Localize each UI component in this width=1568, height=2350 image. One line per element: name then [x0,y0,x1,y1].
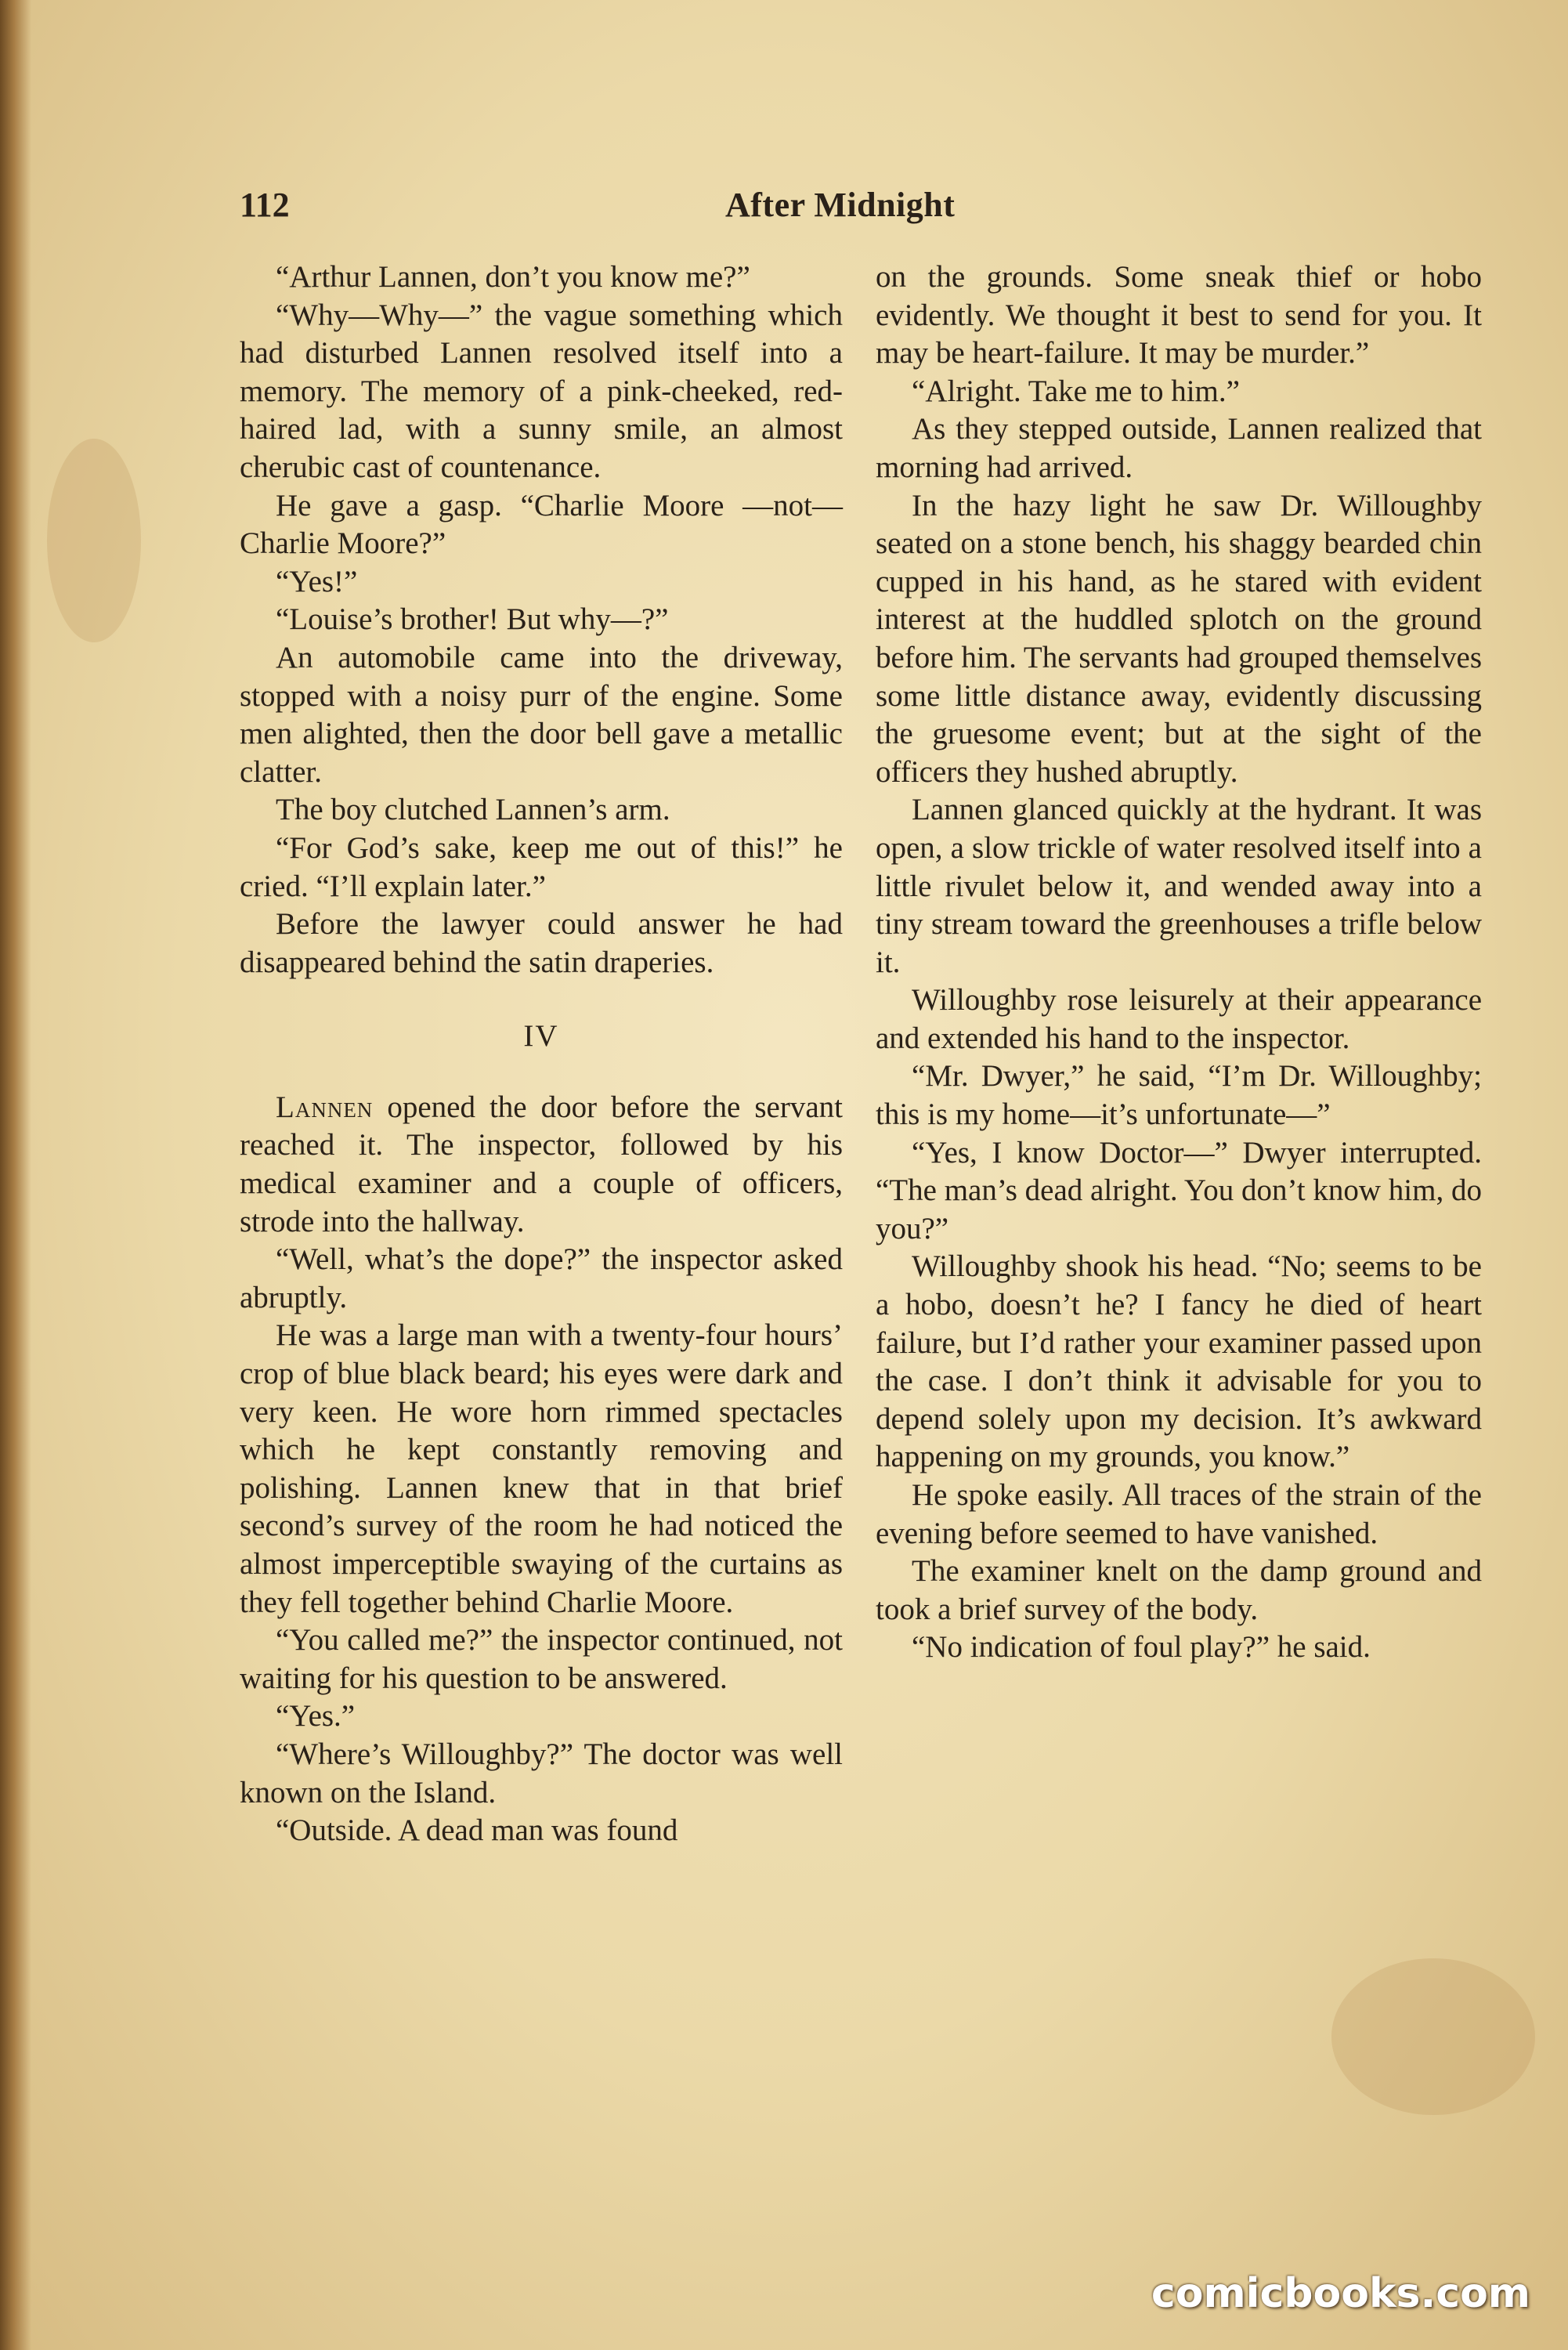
paragraph: Willoughby shook his head. “No; seems to be a hobo, doesn’t he? I fancy he died of heart failure, but I’d rather your examiner passed upon the case. I don’t think it advisable for you to depend solely upon my decision. It’s awkward happening on my grounds, you know.” [876,1249,1482,1474]
paragraph: “For God’s sake, keep me out of this!” he cried. “I’ll explain later.” [240,830,843,903]
paragraph: Lannen glanced quickly at the hydrant. It was open, a slow trickle of water resolved itself into a little rivulet below it, and wended away into a tiny stream toward the greenhouses a trifle below it. [876,793,1482,979]
right-column [876,258,1482,1667]
paragraph: He spoke easily. All traces of the strain of the evening before seemed to have vanished. [876,1478,1482,1550]
paper-stain [47,439,141,642]
paragraph: An automobile came into the driveway, stopped with a noisy purr of the engine. Some men alighted, then the door bell gave a metallic clatter. [240,640,843,789]
paragraph: “Why—Why—” the vague something which had disturbed Lannen resolved itself into a memory. The memory of a pink-cheeked, red-haired lad, with a sunny smile, an almost cherubic cast of countenance. [240,298,843,484]
running-title: After Midnight [725,186,956,224]
section-heading: IV [523,1019,559,1054]
paragraph: He was a large man with a twenty-four hours’ crop of blue black beard; his eyes were dark and very keen. He wore horn rimmed spectacles which he kept constantly removing and polishing. Lannen knew that in that brief second’s survey of the room he had noticed the almost imperceptible swaying of the curtains as they fell together behind Charlie Moore. [240,1318,843,1619]
paragraph: “Yes, I know Doctor—” Dwyer interrupted. “The man’s dead alright. You don’t know him, do you?” [876,1135,1482,1246]
paragraph: Willoughby rose leisurely at their appearance and extended his hand to the inspector. [876,983,1482,1055]
paragraph: “Arthur Lannen, don’t you know me?” [276,260,750,294]
left-column [240,258,843,1850]
paragraph: “Outside. A dead man was found [276,1813,678,1848]
section-first-text: opened the door before the servant reached it. The inspector, followed by his medical examiner and a couple of officers, strode into the hallway. [240,1090,843,1238]
page-edge-shadow [0,0,31,2350]
continued-paragraph: on the grounds. Some sneak thief or hobo evidently. We thought it best to send for you. It may be heart-failure. It may be murder.” [876,260,1482,371]
paragraph: “Alright. Take me to him.” [912,374,1240,408]
paragraph: “Mr. Dwyer,” he said, “I’m Dr. Willoughby; this is my home—it’s unfortunate—” [876,1059,1482,1132]
section-first-word: Lannen [276,1090,374,1124]
paragraph: “No indication of foul play?” he said. [912,1630,1371,1665]
section-opening-paragraph [240,1089,843,1241]
paragraph: “You called me?” the inspector continued, not waiting for his question to be answered. [240,1623,843,1695]
paragraph: “Yes!” [276,564,358,598]
paragraph: “Louise’s brother! But why—?” [276,602,669,637]
page-header [240,185,1493,240]
paragraph: Before the lawyer could answer he had disappeared behind the satin draperies. [240,907,843,979]
paragraph: The boy clutched Lannen’s arm. [276,793,670,827]
paragraph: As they stepped outside, Lannen realized that morning had arrived. [876,412,1482,484]
paragraph: The examiner knelt on the damp ground and took a brief survey of the body. [876,1554,1482,1626]
paragraph: He gave a gasp. “Charlie Moore —not—Charlie Moore?” [240,488,843,561]
paragraph: In the hazy light he saw Dr. Willoughby seated on a stone bench, his shaggy bearded chin cupped in his hand, as he stared with evident interest at the huddled splotch on the ground before him. The servants had grouped themselves some little distance away, evidently discussing the gruesome event; but at the sight of the officers they hushed abruptly. [876,488,1482,789]
watermark: comicbooks.com [1151,2270,1530,2317]
paragraph: “Yes.” [276,1699,356,1734]
paper-stain [1331,1958,1535,2115]
paragraph: “Well, what’s the dope?” the inspector asked abruptly. [240,1242,843,1314]
page-number: 112 [240,186,290,224]
paragraph: “Where’s Willoughby?” The doctor was well known on the Island. [240,1737,843,1810]
